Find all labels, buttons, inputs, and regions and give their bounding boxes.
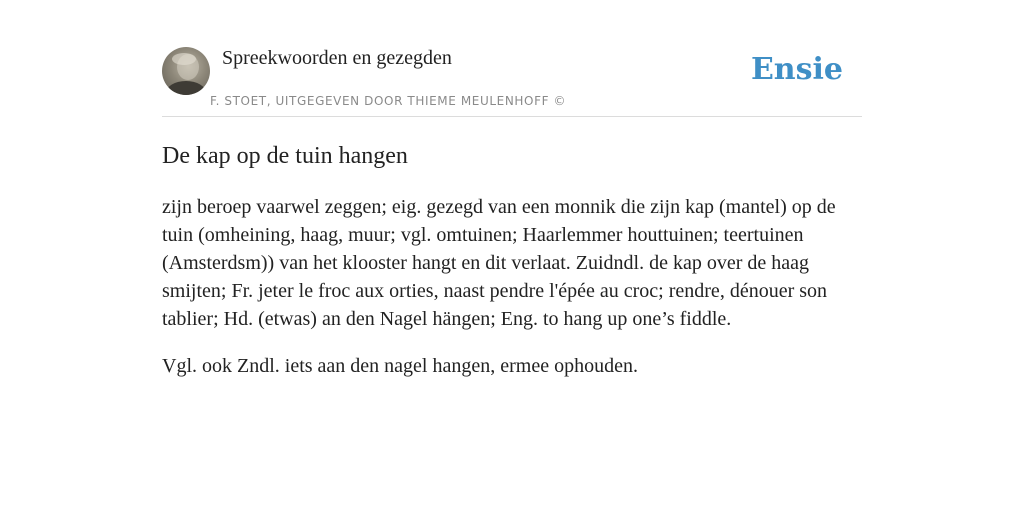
entry-card	[162, 46, 862, 399]
source-header	[162, 46, 862, 117]
source-title[interactable]: Spreekwoorden en gezegden	[222, 47, 452, 69]
entry-paragraph: Vgl. ook Zndl. iets aan den nagel hangen, ermee ophouden.	[162, 355, 638, 377]
ensie-logo-link[interactable]: Ensie	[750, 52, 843, 87]
entry-title: De kap op de tuin hangen	[162, 143, 408, 169]
entry-paragraph: zijn beroep vaarwel zeggen; eig. gezegd van een monnik die zijn kap (mantel) op de tuin (omheining, haag, muur; vgl. omtuinen; Haarlemmer houttuinen; teertuinen (Amsterdsm)) van het klooster hangt en dit verlaat. Zuidndl. de kap over de haag smijten; Fr. jeter le froc aux orties, naast pendre l'épée au croc; rendre, dénouer son tablier; Hd. (etwas) an den Nagel hängen; Eng. to hang up one’s fiddle.	[162, 196, 836, 330]
entry-body	[162, 193, 862, 380]
author-portrait-avatar	[162, 47, 210, 95]
source-credit: F. STOET, UITGEGEVEN DOOR THIEME MEULENHOFF ©	[210, 94, 567, 108]
